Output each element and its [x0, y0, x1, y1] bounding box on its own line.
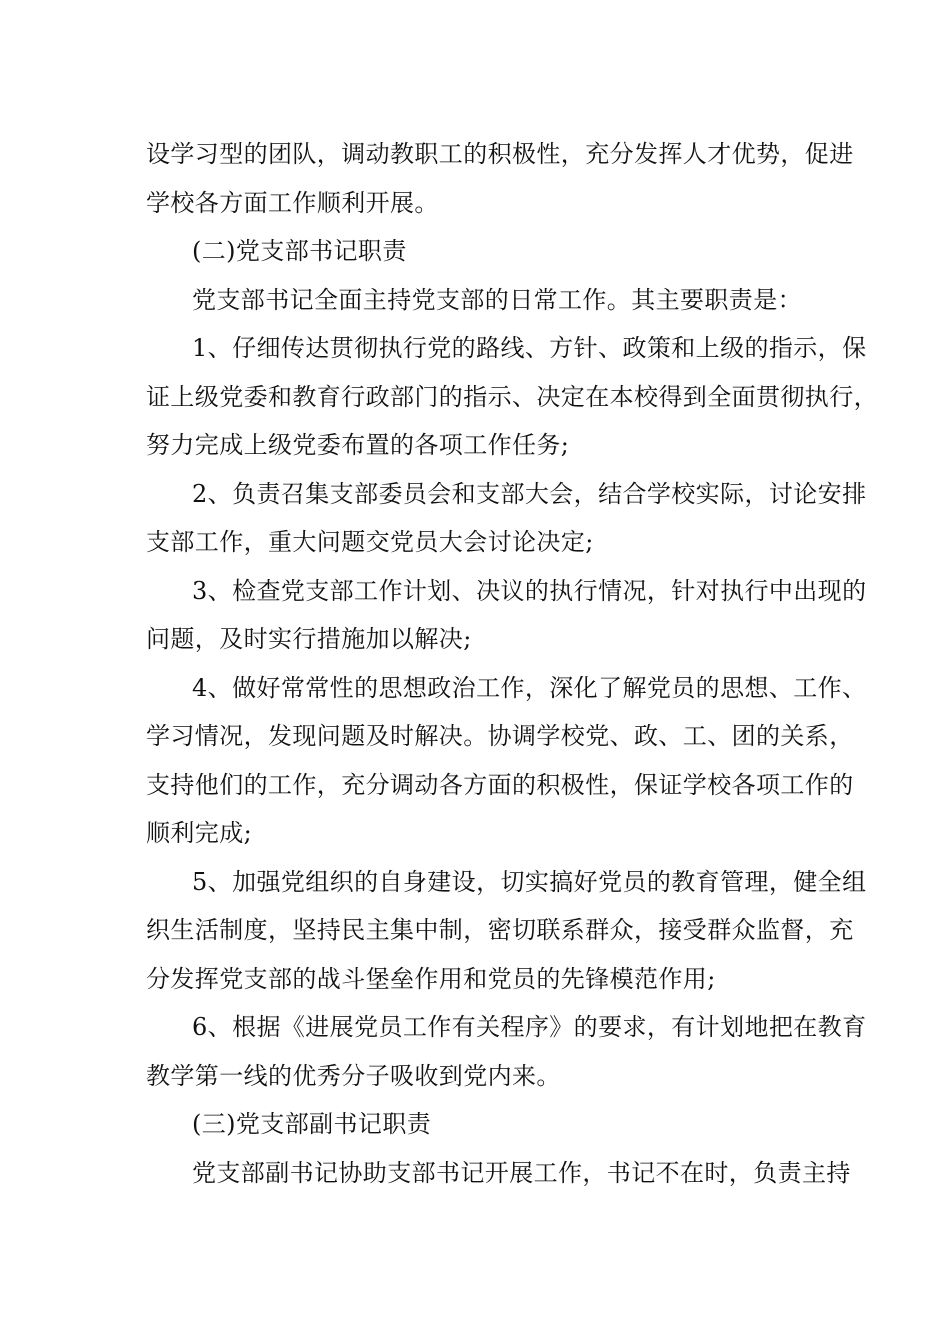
- text-line: 教学第一线的优秀分子吸收到党内来。: [146, 1061, 561, 1090]
- text-line: 党支部副书记协助支部书记开展工作，书记不在时，负责主持: [192, 1158, 851, 1187]
- text-line: 分发挥党支部的战斗堡垒作用和党员的先锋模范作用;: [146, 964, 716, 993]
- text-line: 证上级党委和教育行政部门的指示、决定在本校得到全面贯彻执行，: [146, 382, 878, 411]
- section-heading: (三)党支部副书记职责: [192, 1110, 432, 1138]
- text-line: 学习情况，发现问题及时解决。协调学校党、政、工、团的关系，: [146, 722, 854, 750]
- section-heading: (二)党支部书记职责: [192, 237, 407, 265]
- text-line: 问题，及时实行措施加以解决;: [146, 625, 472, 653]
- list-item-start: 2、负责召集支部委员会和支部大会，结合学校实际，讨论安排: [192, 479, 867, 508]
- text-line: 努力完成上级党委布置的各项工作任务;: [146, 431, 570, 459]
- text-line: 支部工作，重大问题交党员大会讨论决定;: [146, 528, 594, 556]
- text-line: 设学习型的团队，调动教职工的积极性，充分发挥人才优势，促进: [146, 140, 854, 168]
- list-item-start: 5、加强党组织的自身建设，切实搞好党员的教育管理，健全组: [192, 867, 867, 896]
- list-item-start: 1、仔细传达贯彻执行党的路线、方针、政策和上级的指示，保: [192, 334, 867, 362]
- text-line: 织生活制度，坚持民主集中制，密切联系群众，接受群众监督，充: [146, 916, 854, 944]
- text-line: 党支部书记全面主持党支部的日常工作。其主要职责是：: [192, 285, 802, 314]
- text-line: 学校各方面工作顺利开展。: [146, 188, 439, 217]
- list-item-start: 3、检查党支部工作计划、决议的执行情况，针对执行中出现的: [192, 576, 867, 605]
- list-item-start: 6、根据《进展党员工作有关程序》的要求，有计划地把在教育: [192, 1013, 867, 1041]
- text-line: 支持他们的工作，充分调动各方面的积极性，保证学校各项工作的: [146, 770, 854, 799]
- list-item-start: 4、做好常常性的思想政治工作，深化了解党员的思想、工作、: [192, 673, 867, 702]
- text-line: 顺利完成;: [146, 819, 253, 847]
- document-body: [146, 130, 878, 1197]
